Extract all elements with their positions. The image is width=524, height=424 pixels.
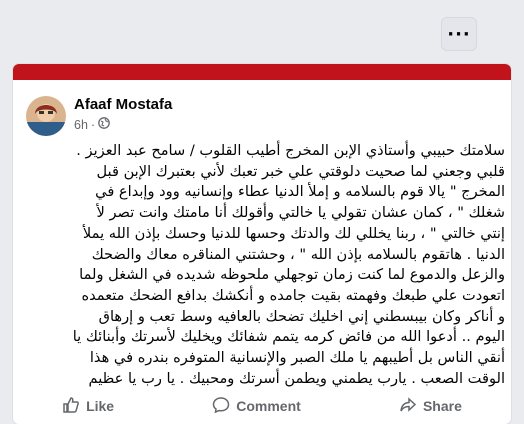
comment-button[interactable]	[212, 396, 301, 417]
author-name[interactable]: Afaaf Mostafa	[74, 96, 173, 113]
globe-icon	[98, 117, 110, 132]
post-body: سلامتك حبيبي وأستاذي الإبن المخرج أطيب القلوب / سامح عبد العزيز . قلبي وجعني لما صحيت دلوقتي علي خبر تعبك لأني بعتبرك الإبن قبل المخرج " يالا قوم بالسلامه و إملأ الدنيا عطاء وإنسانيه وود وإبداع في شغلك " ، كمان عشان تقولي يا خالتي وأقولك أنا مامتك وانت تصر لأ إنتي خالتي " ، ربنا يخللي لك والدتك وحسها للدنيا وحسك بإذن الله يملأ الدنيا . هاتقوم بالسلامه بإذن الله " ، وحشتني المناقره معاك والضحك والزعل والدموع لما كنت زمان توجهلي ملحوظه شديده في الشغل ولما اتعودت علي طبعك وفهمته بقيت جامده و أنكشك بدافع الضحك متعمده و أناكر وكان بيبسطني إني اخليك تضحك بالعافيه وسط تعب و إرهاق اليوم .. أدعوا الله من فائض كرمه يتمم شفائك ويخليك لأسرتك وأبنائك يا أنقي الناس بل أطيبهم يا ملك الصبر والإنسانية المتوفره بندره في هذا الوقت الصعب . يارب يطمني ويطمن أسرتك ومحبيك . يا رب يا عظيم	[72, 142, 505, 387]
post-header	[13, 80, 511, 138]
like-label: Like	[86, 398, 115, 414]
post-meta	[74, 117, 110, 132]
like-button[interactable]	[62, 396, 114, 417]
share-label: Share	[422, 398, 462, 414]
shared-image-strip	[13, 64, 511, 80]
comment-icon	[212, 396, 230, 417]
separator-dot: ·	[90, 117, 96, 132]
like-icon	[62, 396, 80, 417]
comment-label: Comment	[236, 398, 301, 414]
share-icon	[399, 396, 417, 417]
more-icon: ···	[447, 23, 471, 45]
avatar[interactable]	[26, 96, 66, 136]
post-card	[13, 64, 511, 424]
more-options-button[interactable]	[441, 17, 477, 51]
share-button[interactable]	[399, 396, 462, 417]
post-time[interactable]: 6h	[74, 117, 88, 132]
post-actions	[13, 391, 511, 421]
